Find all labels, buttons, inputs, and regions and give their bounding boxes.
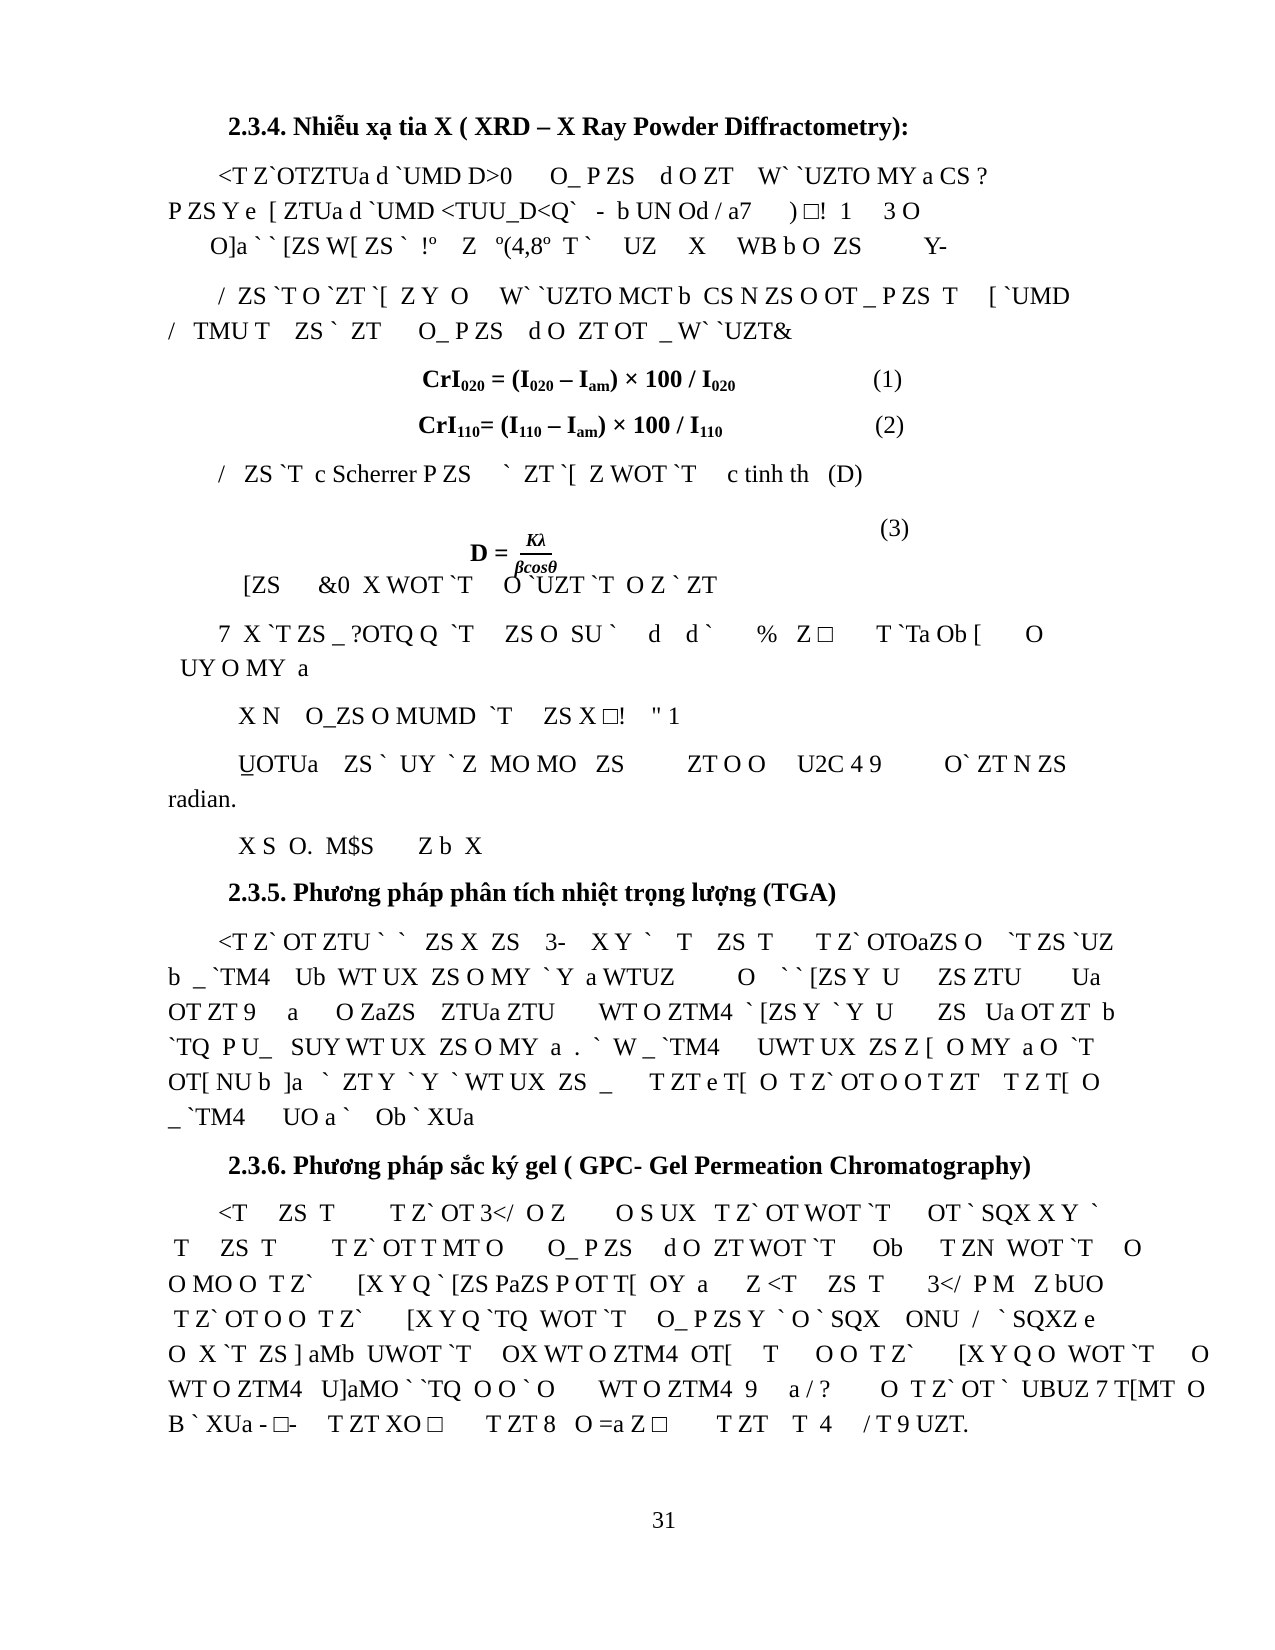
page-number: 31 <box>652 1508 676 1534</box>
tga-line-3: OT ZT 9 a O ZaZS ZTUa ZTU WT O ZTM4 ` [ZS Y ` Y U ZS Ua OT ZT b <box>168 999 1115 1026</box>
tga-line-2: b _ `TM4 Ub WT UX ZS O MY ` Y a WTUZ O ` ` [ZS Y U ZS ZTU Ua <box>168 964 1101 991</box>
equation-3: D = $\frac{K\lambda}{\beta\cos\theta}$ <box>470 530 558 577</box>
gpc-line-2: T ZS T T Z` OT T MT O O_ P ZS d O ZT WOT `T Ob T ZN WOT `T O <box>168 1235 1142 1262</box>
def-line-5: U̲OTUa ZS ` UY ` Z MO MO ZS ZT O O U2C 4 9 O` ZT N ZS <box>238 751 1067 778</box>
fraction-numerator: Kλ <box>520 530 552 555</box>
xrd-line-4: / ZS `T O `ZT `[ Z Y O W` `UZTO MCT b CS N ZS O OT _ P ZS T [ `UMD <box>218 283 1070 310</box>
equation-1: $CrI_{020} = (I_{020} - I_{am}) \times 100 / I_{020}$ <box>422 366 736 395</box>
def-line-6: radian. <box>168 786 237 813</box>
scherrer-line: / ZS `T c Scherrer P ZS ` ZT `[ Z WOT `T c tinh th (D) <box>218 461 863 488</box>
fraction-denominator: βcosθ <box>514 557 558 577</box>
def-line-1: [ZS &0 X WOT `T O `UZT `T O Z ` ZT <box>243 572 718 599</box>
tga-line-6: _ `TM4 UO a ` Ob ` XUa <box>168 1104 475 1131</box>
def-line-7: X S O. M$S Z b X <box>238 833 483 860</box>
heading-tga: 2.3.5. Phương pháp phân tích nhiệt trọng lượng (TGA) <box>228 878 837 907</box>
gpc-line-5: O X `T ZS ] aMb UWOT `T OX WT O ZTM4 OT[ T O O T Z` [X Y Q O WOT `T O <box>168 1341 1210 1368</box>
gpc-line-1: <T ZS T T Z` OT 3</ O Z O S UX T Z` OT WOT `T OT ` SQX X Y ` <box>218 1200 1099 1227</box>
equation-1-number: (1) <box>873 366 903 393</box>
tga-line-5: OT[ NU b ]a ` ZT Y ` Y ` WT UX ZS _ T ZT e T[ O T Z` OT O O T ZT T Z T[ O <box>168 1069 1100 1096</box>
gpc-line-7: B ` XUa - □- T ZT XO □ T ZT 8 O =a Z □ T ZT T 4 / T 9 UZT. <box>168 1411 969 1438</box>
xrd-line-3: O]a ` ` [ZS W[ ZS ` !º Z º(4,8º T ` UZ X WB b O ZS Y- <box>210 233 948 260</box>
def-line-3: UY O MY a <box>180 655 309 682</box>
gpc-line-4: T Z` OT O O T Z` [X Y Q `TQ WOT `T O_ P ZS Y ` O ` SQX ONU / ` SQXZ e <box>168 1306 1096 1333</box>
heading-xrd: 2.3.4. Nhiễu xạ tia X ( XRD – X Ray Powder Diffractometry): <box>228 112 910 141</box>
gpc-line-3: O MO O T Z` [X Y Q ` [ZS PaZS P OT T[ OY a Z <T ZS T 3</ P M Z bUO <box>168 1271 1104 1298</box>
equation-2-number: (2) <box>875 412 905 439</box>
gpc-line-6: WT O ZTM4 U]aMO ` `TQ O O ` O WT O ZTM4 9 a / ? O T Z` OT ` UBUZ 7 T[MT O <box>168 1376 1206 1403</box>
equation-3-number: (3) <box>880 515 910 542</box>
tga-line-4: `TQ P U_ SUY WT UX ZS O MY a . ` W _ `TM4 UWT UX ZS Z [ O MY a O `T <box>168 1034 1094 1061</box>
tga-line-1: <T Z` OT ZTU ` ` ZS X ZS 3- X Y ` T ZS T T Z` OTOaZS O `T ZS `UZ <box>218 929 1114 956</box>
equation-2: $CrI_{110}= (I_{110} - I_{am}) \times 100 / I_{110}$ <box>418 412 723 441</box>
xrd-line-1: <T Z`OTZTUa d `UMD D>0 O_ P ZS d O ZT W` `UZTO MY a CS ? <box>218 163 988 190</box>
heading-gpc: 2.3.6. Phương pháp sắc ký gel ( GPC- Gel Permeation Chromatography) <box>228 1151 1031 1180</box>
def-line-4: X N O_ZS O MUMD `T ZS X □! " 1 <box>238 703 681 730</box>
xrd-line-5: / TMU T ZS ` ZT O_ P ZS d O ZT OT _ W` `UZT& <box>168 318 793 345</box>
def-line-2: 7 X `T ZS _ ?OTQ Q `T ZS O SU ` d d ` % Z □ T `Ta Ob [ O <box>218 621 1044 648</box>
xrd-line-2: P ZS Y e [ ZTUa d `UMD <TUU_D<Q` - b UN Od / a7 ) □! 1 3 O <box>168 198 921 225</box>
